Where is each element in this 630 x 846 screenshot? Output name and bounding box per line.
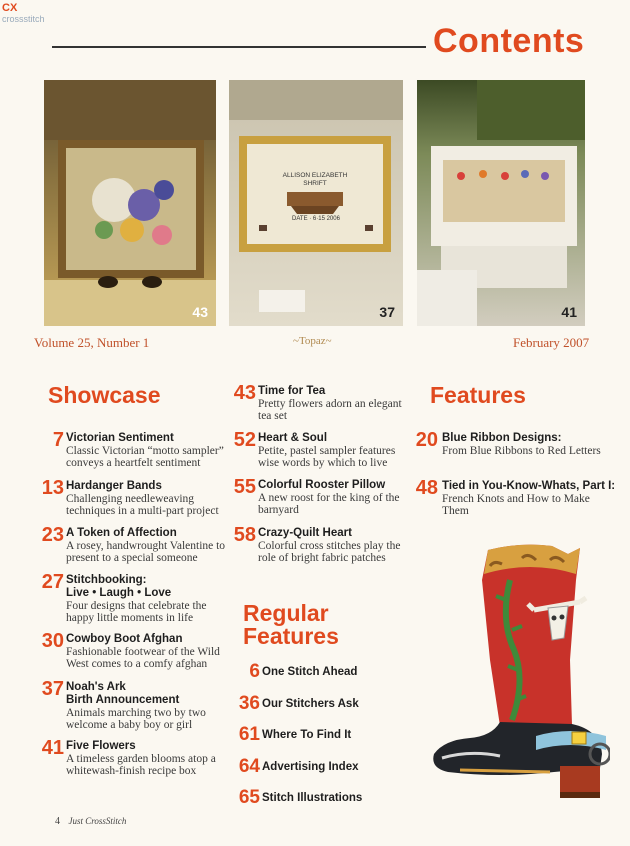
page-number: 48 [415,477,438,499]
page-title: Contents [433,22,585,60]
item-desc: Classic Victorian “motto sampler” conveys a heartfelt sentiment [66,445,224,469]
page-number: 37 [41,678,64,700]
showcase-item[interactable] [36,524,226,564]
page-number: 20 [415,429,438,451]
photo-noahs-ark [229,80,403,326]
item-title: A Token of Affection [66,527,177,539]
page-number: 23 [41,524,64,546]
item-desc: Petite, pastel sampler features wise words by which to live [258,445,396,469]
page-footer [55,816,126,827]
page-number: 7 [52,429,64,451]
page-number: 41 [41,737,64,759]
item-title: Tied in You-Know-Whats, Part I: [442,480,616,492]
middle-item[interactable] [228,429,412,469]
page-number: 30 [41,630,64,652]
item-desc: Challenging needleweaving techniques in a multi-part project [66,493,219,517]
middle-item[interactable] [228,476,412,516]
footer-page-number: 4 [55,816,60,827]
noahs-ark-illustration [229,80,403,326]
item-title: Cowboy Boot Afghan [66,633,183,645]
item-desc: Pretty flowers adorn an elegant tea set [258,398,402,422]
page-number: 52 [233,429,256,451]
photo-page-number: 41 [561,304,577,320]
item-title: Stitchbooking: [66,574,147,586]
sampler-date: DATE · 6·15 2006 [292,216,340,222]
page-number: 55 [233,476,256,498]
item-title: Stitch Illustrations [262,792,363,804]
showcase-item[interactable] [36,630,226,670]
item-desc: A timeless garden blooms atop a whitewash-finish recipe box [66,753,216,777]
item-desc: Fashionable footwear of the Wild West comes to a comfy afghan [66,646,220,670]
recipe-box-illustration [417,80,585,326]
tea-set-illustration [44,80,216,326]
footer-magazine-name: Just CrossStitch [68,816,127,826]
page-number: 43 [233,382,256,404]
page-number: 27 [41,571,64,593]
header-rule [52,46,426,48]
item-title: Our Stitchers Ask [262,698,359,710]
item-subtitle: Birth Announcement [66,694,180,706]
showcase-heading: Showcase [48,382,161,408]
item-title: Advertising Index [262,761,359,773]
photo-tea-set [44,80,216,326]
showcase-item[interactable] [36,571,226,624]
cowboy-boot-illustration [430,540,610,805]
volume-label: Volume 25, Number 1 [34,335,150,350]
item-title: Hardanger Bands [66,480,162,492]
site-logo: CX crossstitch [2,2,45,24]
page-number: 6 [249,661,260,682]
middle-item[interactable] [228,524,412,564]
item-title: Noah's Ark [66,681,126,693]
showcase-item[interactable] [36,678,226,731]
features-heading: Features [430,382,526,408]
item-desc: A new roost for the king of the barnyard [258,492,400,516]
item-title: One Stitch Ahead [262,666,358,678]
item-title: Blue Ribbon Designs: [442,432,562,444]
page-number: 61 [238,724,260,745]
item-title: Heart & Soul [258,432,328,444]
feature-item[interactable] [410,477,616,517]
regular-features-heading: Regular Features [243,600,339,649]
showcase-item[interactable] [36,477,226,517]
item-desc: A rosey, handwrought Valentine to present to a special someone [66,540,226,564]
page-number: 58 [233,524,256,546]
item-title: Five Flowers [66,740,136,752]
item-desc: Colorful cross stitches play the role of bright fabric patches [258,540,401,564]
photo-five-flowers [417,80,585,326]
sampler-text: ALLISON ELIZABETH SHRIFT [282,172,348,187]
item-title: Crazy-Quilt Heart [258,527,352,539]
item-subtitle: Live • Laugh • Love [66,587,172,599]
item-desc: French Knots and How to Make Them [442,493,590,517]
item-desc: Four designs that celebrate the happy little moments in life [66,600,207,624]
scan-credit: ~Topaz~ [293,335,332,347]
showcase-item[interactable] [36,429,226,469]
issue-date: February 2007 [513,335,590,350]
page-number: 65 [238,787,260,808]
item-title: Time for Tea [258,385,326,397]
photo-page-number: 37 [379,304,395,320]
showcase-item[interactable] [36,737,226,777]
feature-item[interactable] [410,429,616,457]
item-desc: Animals marching two by two welcome a baby boy or girl [66,707,206,731]
page-number: 64 [238,756,260,777]
page-number: 36 [238,693,260,714]
photo-page-number: 43 [192,304,208,320]
item-title: Victorian Sentiment [66,432,174,444]
item-title: Where To Find It [262,729,352,741]
item-title: Colorful Rooster Pillow [258,479,386,491]
item-desc: From Blue Ribbons to Red Letters [442,445,601,457]
page-number: 13 [41,477,64,499]
middle-item[interactable] [228,382,412,422]
